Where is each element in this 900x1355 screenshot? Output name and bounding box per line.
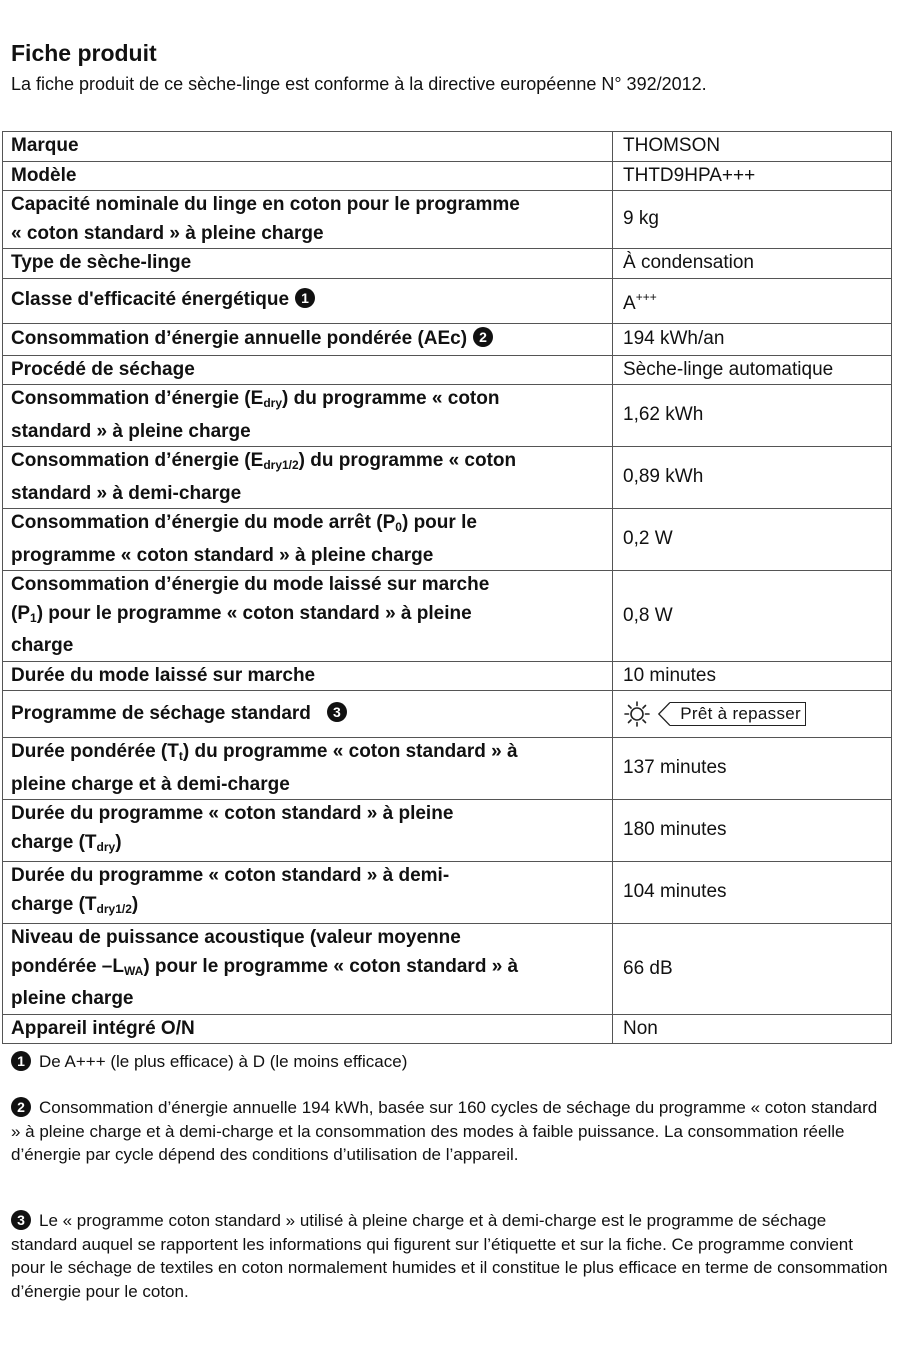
row-value: 0,89 kWh — [613, 447, 892, 509]
page-title: Fiche produit — [11, 40, 157, 66]
table-row — [3, 278, 892, 323]
row-value: THTD9HPA+++ — [613, 161, 892, 191]
footnote-marker: 3 — [11, 1210, 31, 1230]
table-row — [3, 738, 892, 800]
row-label: Consommation d’énergie $(E_{dry})$ du programme « coton standard » à pleine charge — [3, 385, 613, 447]
table-row — [3, 161, 892, 191]
sun-icon — [623, 700, 651, 728]
table-row — [3, 249, 892, 279]
table-row — [3, 191, 892, 249]
footnote-marker: 1 — [295, 288, 315, 308]
table-row — [3, 355, 892, 385]
footnote-marker: 2 — [11, 1097, 31, 1117]
page-subtitle: La fiche produit de ce sèche-linge est conforme à la directive européenne N° 392/2012. — [11, 74, 707, 94]
row-label: Durée du mode laissé sur marche — [3, 661, 613, 691]
table-row — [3, 571, 892, 662]
row-label: Programme de séchage standard 3 — [3, 691, 613, 738]
row-value: 9 kg — [613, 191, 892, 249]
tag-arrow-icon — [658, 702, 670, 726]
table-row — [3, 323, 892, 355]
footnote-marker: 2 — [473, 327, 493, 347]
table-row — [3, 800, 892, 862]
row-value: Non — [613, 1014, 892, 1044]
row-value: 0,8 W — [613, 571, 892, 662]
row-label: Procédé de séchage — [3, 355, 613, 385]
row-value: 137 minutes — [613, 738, 892, 800]
footnote-marker: 1 — [11, 1051, 31, 1071]
row-label: Durée pondérée $(T_t)$ du programme « coton standard » à pleine charge et à demi-charge — [3, 738, 613, 800]
table-row — [3, 1014, 892, 1044]
table-row — [3, 661, 892, 691]
footnote-marker: 3 — [327, 702, 347, 722]
product-spec-table — [2, 131, 892, 1044]
table-row — [3, 691, 892, 738]
row-value: 180 minutes — [613, 800, 892, 862]
row-value — [613, 691, 892, 738]
row-value: À condensation — [613, 249, 892, 279]
row-label: Classe d'efficacité énergétique 1 — [3, 278, 613, 323]
row-value: 194 kWh/an — [613, 323, 892, 355]
row-label: Capacité nominale du linge en coton pour le programme « coton standard » à pleine charge — [3, 191, 613, 249]
row-label: Marque — [3, 132, 613, 162]
program-tag-label: Prêt à repasser — [670, 702, 806, 726]
footnote-2: 2 Consommation d’énergie annuelle 194 kWh, basée sur 160 cycles de séchage du programme « coton standard » à pleine charge et à demi-charge et la consommation des modes à faible puissance. La consommation réelle d’énergie par cycle dépend des conditions d’utilisation de l’appareil. — [11, 1098, 878, 1164]
row-label: Consommation d’énergie $(E_{dry1/2})$ du programme « coton standard » à demi-charge — [3, 447, 613, 509]
row-value: 104 minutes — [613, 862, 892, 924]
footnote-3: 3 Le « programme coton standard » utilisé à pleine charge et à demi-charge est le programme de séchage standard auquel se rapportent les informations qui figurent sur l’étiquette et sur la fiche. Ce programme convient pour le séchage de textiles en coton normalement humides et il constitue le plus efficace en terme de consommation d’énergie pour le coton. — [11, 1211, 888, 1301]
row-value: 0,2 W — [613, 509, 892, 571]
program-tag — [658, 702, 806, 726]
row-value: 10 minutes — [613, 661, 892, 691]
row-label: Durée du programme « coton standard » à demi- charge $(T_{dry1/2})$ — [3, 862, 613, 924]
row-label: Consommation d’énergie du mode arrêt $(P_0)$ pour le programme « coton standard » à pleine charge — [3, 509, 613, 571]
row-label: Durée du programme « coton standard » à pleine charge $(T_{dry})$ — [3, 800, 613, 862]
table-row — [3, 132, 892, 162]
row-value: Sèche-linge automatique — [613, 355, 892, 385]
row-label: Modèle — [3, 161, 613, 191]
row-label: Type de sèche-linge — [3, 249, 613, 279]
row-label: Appareil intégré O/N — [3, 1014, 613, 1044]
row-label: Niveau de puissance acoustique (valeur moyenne pondérée $-L_{WA}$) pour le programme « coton standard » à pleine charge — [3, 924, 613, 1015]
footnote-1: 1 De A+++ (le plus efficace) à D (le moins efficace) — [11, 1050, 891, 1074]
row-value: 66 dB — [613, 924, 892, 1015]
row-value: A+++ — [613, 278, 892, 323]
row-value: 1,62 kWh — [613, 385, 892, 447]
row-label: Consommation d’énergie annuelle pondérée (AEc) 2 — [3, 323, 613, 355]
table-row — [3, 862, 892, 924]
row-value: THOMSON — [613, 132, 892, 162]
table-row — [3, 924, 892, 1015]
table-row — [3, 509, 892, 571]
table-row — [3, 385, 892, 447]
row-label: Consommation d’énergie du mode laissé sur marche $(P_1)$ pour le programme « coton standard » à pleine charge — [3, 571, 613, 662]
table-row — [3, 447, 892, 509]
